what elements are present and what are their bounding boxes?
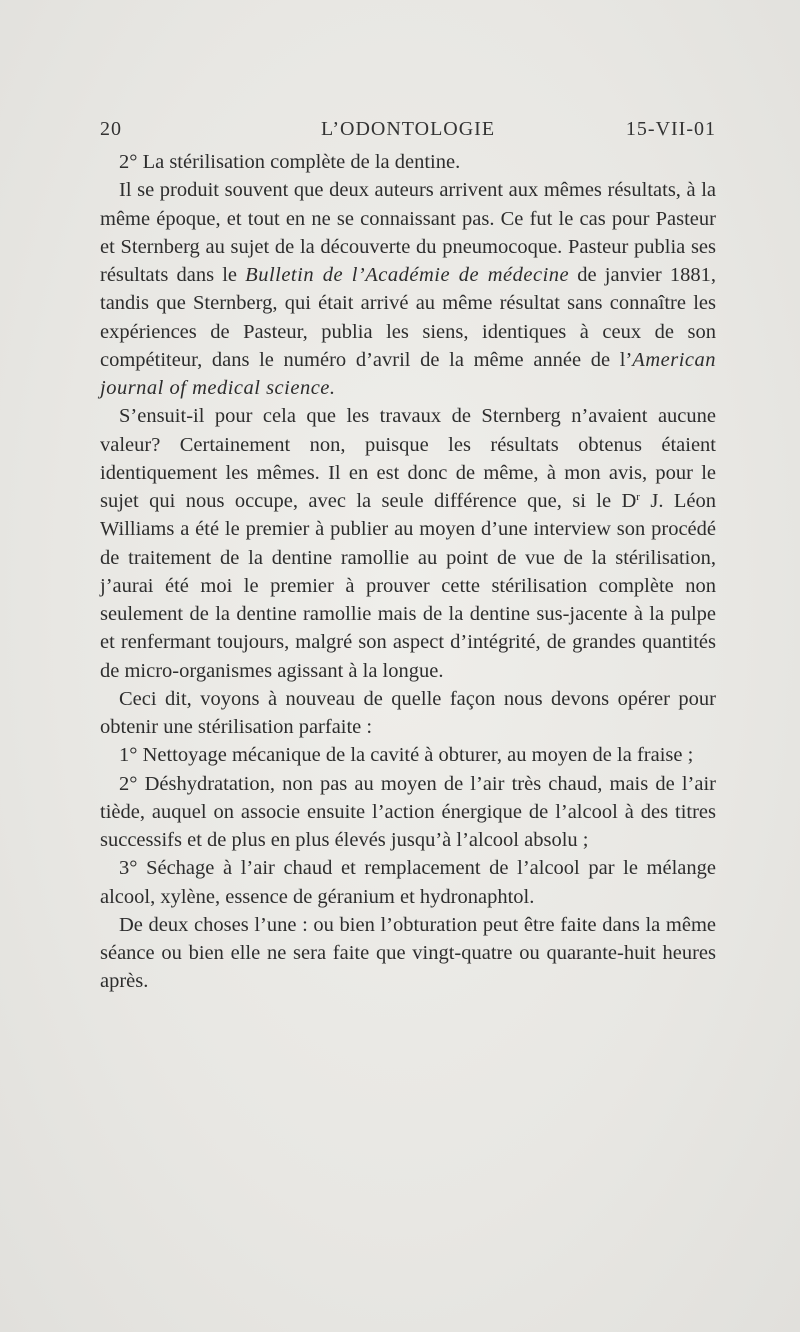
paragraph-2-text-a: Il se produit souvent que deux auteurs arrivent aux mêmes résultats, à la même époque, et tout en ne se connaissant pas. Ce fut le cas pour Pasteur et Sternberg au sujet de la découverte du pneumocoque. Pasteur publia ses résultats dans le (100, 179, 716, 286)
doctor-superscript: r (636, 491, 640, 503)
paragraph-1: 2° La stérilisation complète de la dentine. (119, 151, 461, 173)
journal-title: L’ODONTOLOGIE (320, 118, 496, 140)
paragraph-2-text-b: de janvier 1881, tandis que Sternberg, qui était arrivé au même résultat sans connaître les expériences de Pasteur, publia les siens, identiques à ceux de son compétiteur, dans le numéro d’avril de la même année de l’ (100, 264, 716, 371)
paragraph-3 (100, 402, 716, 685)
american-journal-title: American journal of medical science. (100, 348, 716, 399)
list-item-1: 1° Nettoyage mécanique de la cavité à obturer, au moyen de la fraise ; (119, 744, 694, 767)
list-item-3: 3° Séchage à l’air chaud et remplacement de l’alcool par le mélange alcool, xylène, essence de géranium et hydronaphtol. (100, 857, 716, 908)
page-number: 20 (100, 118, 122, 140)
paragraph-final: De deux choses l’une : ou bien l’obturation peut être faite dans la même séance ou bien elle ne sera faite que vingt-quatre ou quarante-huit heures après. (100, 913, 716, 993)
issue-date: 15-VII-01 (625, 118, 716, 140)
paragraph-3-text-a: S’ensuit-il pour cela que les travaux de Sternberg n’avaient aucune valeur? Certainement non, puisque les résultats obtenus étaient identiquement les mêmes. Il en est donc de même, à mon avis, pour le sujet qui nous occupe, avec la seule différence que, si le D (100, 405, 716, 512)
list-item-2: 2° Déshydratation, non pas au moyen de l’air très chaud, mais de l’air tiède, auquel on associe ensuite l’action énergique de l’alcool à des titres successifs et de plus en plus élevés jusqu’à l’alcool absolu ; (100, 772, 716, 851)
body-text (100, 148, 716, 996)
bulletin-title: Bulletin de l’Académie de médecine (245, 264, 570, 286)
paragraph-4: Ceci dit, voyons à nouveau de quelle façon nous devons opérer pour obtenir une stérilisation parfaite : (100, 687, 716, 738)
running-head (100, 118, 716, 142)
paragraph-3-text-b: J. Léon Williams a été le premier à publier au moyen d’une interview son procédé de traitement de la dentine ramollie au point de vue de la stérilisation, j’aurai été moi le premier à prouver cette stérilisation complète non seulement de la dentine ramollie mais de la dentine sus-jacente à la pulpe et renfermant toujours, malgré son aspect d’intégrité, de grandes quantités de micro-organismes agissant à la longue. (100, 490, 716, 682)
paragraph-2 (100, 176, 716, 402)
